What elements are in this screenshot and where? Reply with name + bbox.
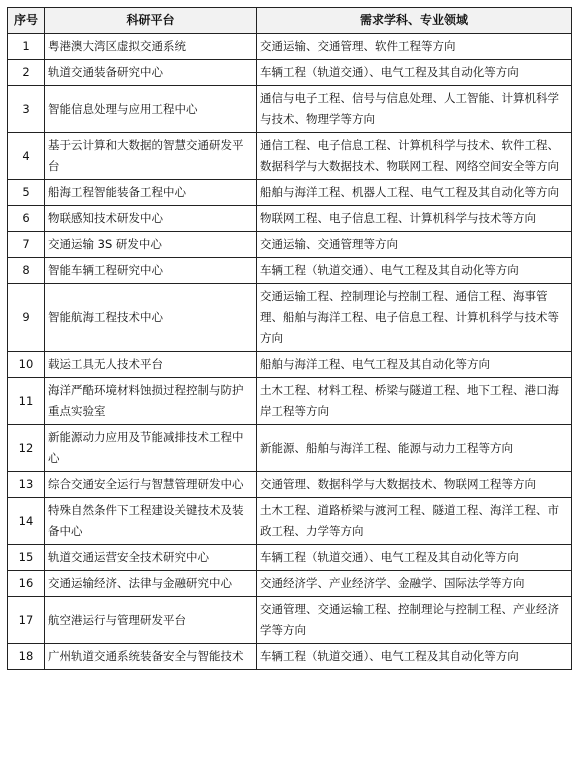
cell-field: 船舶与海洋工程、机器人工程、电气工程及其自动化等方向 bbox=[257, 180, 572, 206]
cell-number: 9 bbox=[8, 284, 45, 352]
research-platform-table bbox=[7, 7, 572, 670]
cell-platform: 智能车辆工程研究中心 bbox=[45, 258, 257, 284]
cell-platform: 海洋严酷环境材料蚀损过程控制与防护重点实验室 bbox=[45, 378, 257, 425]
table-row bbox=[8, 232, 572, 258]
cell-number: 4 bbox=[8, 133, 45, 180]
cell-platform: 轨道交通装备研究中心 bbox=[45, 60, 257, 86]
table-row bbox=[8, 86, 572, 133]
table-row bbox=[8, 472, 572, 498]
table-row bbox=[8, 571, 572, 597]
cell-platform: 载运工具无人技术平台 bbox=[45, 352, 257, 378]
table-row bbox=[8, 60, 572, 86]
cell-field: 新能源、船舶与海洋工程、能源与动力工程等方向 bbox=[257, 425, 572, 472]
cell-platform: 基于云计算和大数据的智慧交通研发平台 bbox=[45, 133, 257, 180]
table-row bbox=[8, 352, 572, 378]
cell-number: 7 bbox=[8, 232, 45, 258]
cell-field: 土木工程、道路桥梁与渡河工程、隧道工程、海洋工程、市政工程、力学等方向 bbox=[257, 498, 572, 545]
cell-number: 16 bbox=[8, 571, 45, 597]
cell-field: 交通经济学、产业经济学、金融学、国际法学等方向 bbox=[257, 571, 572, 597]
cell-field: 交通管理、数据科学与大数据技术、物联网工程等方向 bbox=[257, 472, 572, 498]
header-number: 序号 bbox=[8, 8, 45, 34]
cell-number: 2 bbox=[8, 60, 45, 86]
cell-field: 车辆工程（轨道交通）、电气工程及其自动化等方向 bbox=[257, 258, 572, 284]
cell-number: 12 bbox=[8, 425, 45, 472]
cell-platform: 交通运输 3S 研发中心 bbox=[45, 232, 257, 258]
cell-platform: 广州轨道交通系统装备安全与智能技术 bbox=[45, 644, 257, 670]
cell-platform: 船海工程智能装备工程中心 bbox=[45, 180, 257, 206]
table-row bbox=[8, 180, 572, 206]
cell-number: 17 bbox=[8, 597, 45, 644]
document-page bbox=[7, 7, 572, 670]
cell-field: 车辆工程（轨道交通）、电气工程及其自动化等方向 bbox=[257, 545, 572, 571]
cell-field: 车辆工程（轨道交通）、电气工程及其自动化等方向 bbox=[257, 60, 572, 86]
cell-platform: 新能源动力应用及节能减排技术工程中心 bbox=[45, 425, 257, 472]
cell-number: 10 bbox=[8, 352, 45, 378]
cell-platform: 粤港澳大湾区虚拟交通系统 bbox=[45, 34, 257, 60]
cell-field: 物联网工程、电子信息工程、计算机科学与技术等方向 bbox=[257, 206, 572, 232]
cell-number: 13 bbox=[8, 472, 45, 498]
table-row bbox=[8, 258, 572, 284]
cell-field: 车辆工程（轨道交通）、电气工程及其自动化等方向 bbox=[257, 644, 572, 670]
cell-field: 交通运输工程、控制理论与控制工程、通信工程、海事管理、船舶与海洋工程、电子信息工程、计算机科学与技术等方向 bbox=[257, 284, 572, 352]
cell-field: 通信与电子工程、信号与信息处理、人工智能、计算机科学与技术、物理学等方向 bbox=[257, 86, 572, 133]
header-field: 需求学科、专业领域 bbox=[257, 8, 572, 34]
table-row bbox=[8, 425, 572, 472]
table-row bbox=[8, 34, 572, 60]
cell-platform: 智能航海工程技术中心 bbox=[45, 284, 257, 352]
cell-platform: 综合交通安全运行与智慧管理研发中心 bbox=[45, 472, 257, 498]
cell-number: 1 bbox=[8, 34, 45, 60]
table-row bbox=[8, 378, 572, 425]
cell-number: 15 bbox=[8, 545, 45, 571]
cell-number: 8 bbox=[8, 258, 45, 284]
cell-number: 5 bbox=[8, 180, 45, 206]
cell-field: 交通运输、交通管理等方向 bbox=[257, 232, 572, 258]
cell-platform: 交通运输经济、法律与金融研究中心 bbox=[45, 571, 257, 597]
table-row bbox=[8, 498, 572, 545]
cell-number: 18 bbox=[8, 644, 45, 670]
table-row bbox=[8, 545, 572, 571]
table-row bbox=[8, 597, 572, 644]
cell-field: 交通运输、交通管理、软件工程等方向 bbox=[257, 34, 572, 60]
cell-field: 交通管理、交通运输工程、控制理论与控制工程、产业经济学等方向 bbox=[257, 597, 572, 644]
cell-field: 船舶与海洋工程、电气工程及其自动化等方向 bbox=[257, 352, 572, 378]
cell-field: 土木工程、材料工程、桥梁与隧道工程、地下工程、港口海岸工程等方向 bbox=[257, 378, 572, 425]
cell-number: 3 bbox=[8, 86, 45, 133]
table-header-row bbox=[8, 8, 572, 34]
cell-platform: 轨道交通运营安全技术研究中心 bbox=[45, 545, 257, 571]
table-row bbox=[8, 644, 572, 670]
cell-field: 通信工程、电子信息工程、计算机科学与技术、软件工程、数据科学与大数据技术、物联网工程、网络空间安全等方向 bbox=[257, 133, 572, 180]
table-row bbox=[8, 284, 572, 352]
cell-number: 6 bbox=[8, 206, 45, 232]
cell-platform: 航空港运行与管理研发平台 bbox=[45, 597, 257, 644]
cell-number: 11 bbox=[8, 378, 45, 425]
cell-number: 14 bbox=[8, 498, 45, 545]
cell-platform: 智能信息处理与应用工程中心 bbox=[45, 86, 257, 133]
table-row bbox=[8, 206, 572, 232]
cell-platform: 物联感知技术研发中心 bbox=[45, 206, 257, 232]
table-row bbox=[8, 133, 572, 180]
cell-platform: 特殊自然条件下工程建设关键技术及装备中心 bbox=[45, 498, 257, 545]
header-platform: 科研平台 bbox=[45, 8, 257, 34]
